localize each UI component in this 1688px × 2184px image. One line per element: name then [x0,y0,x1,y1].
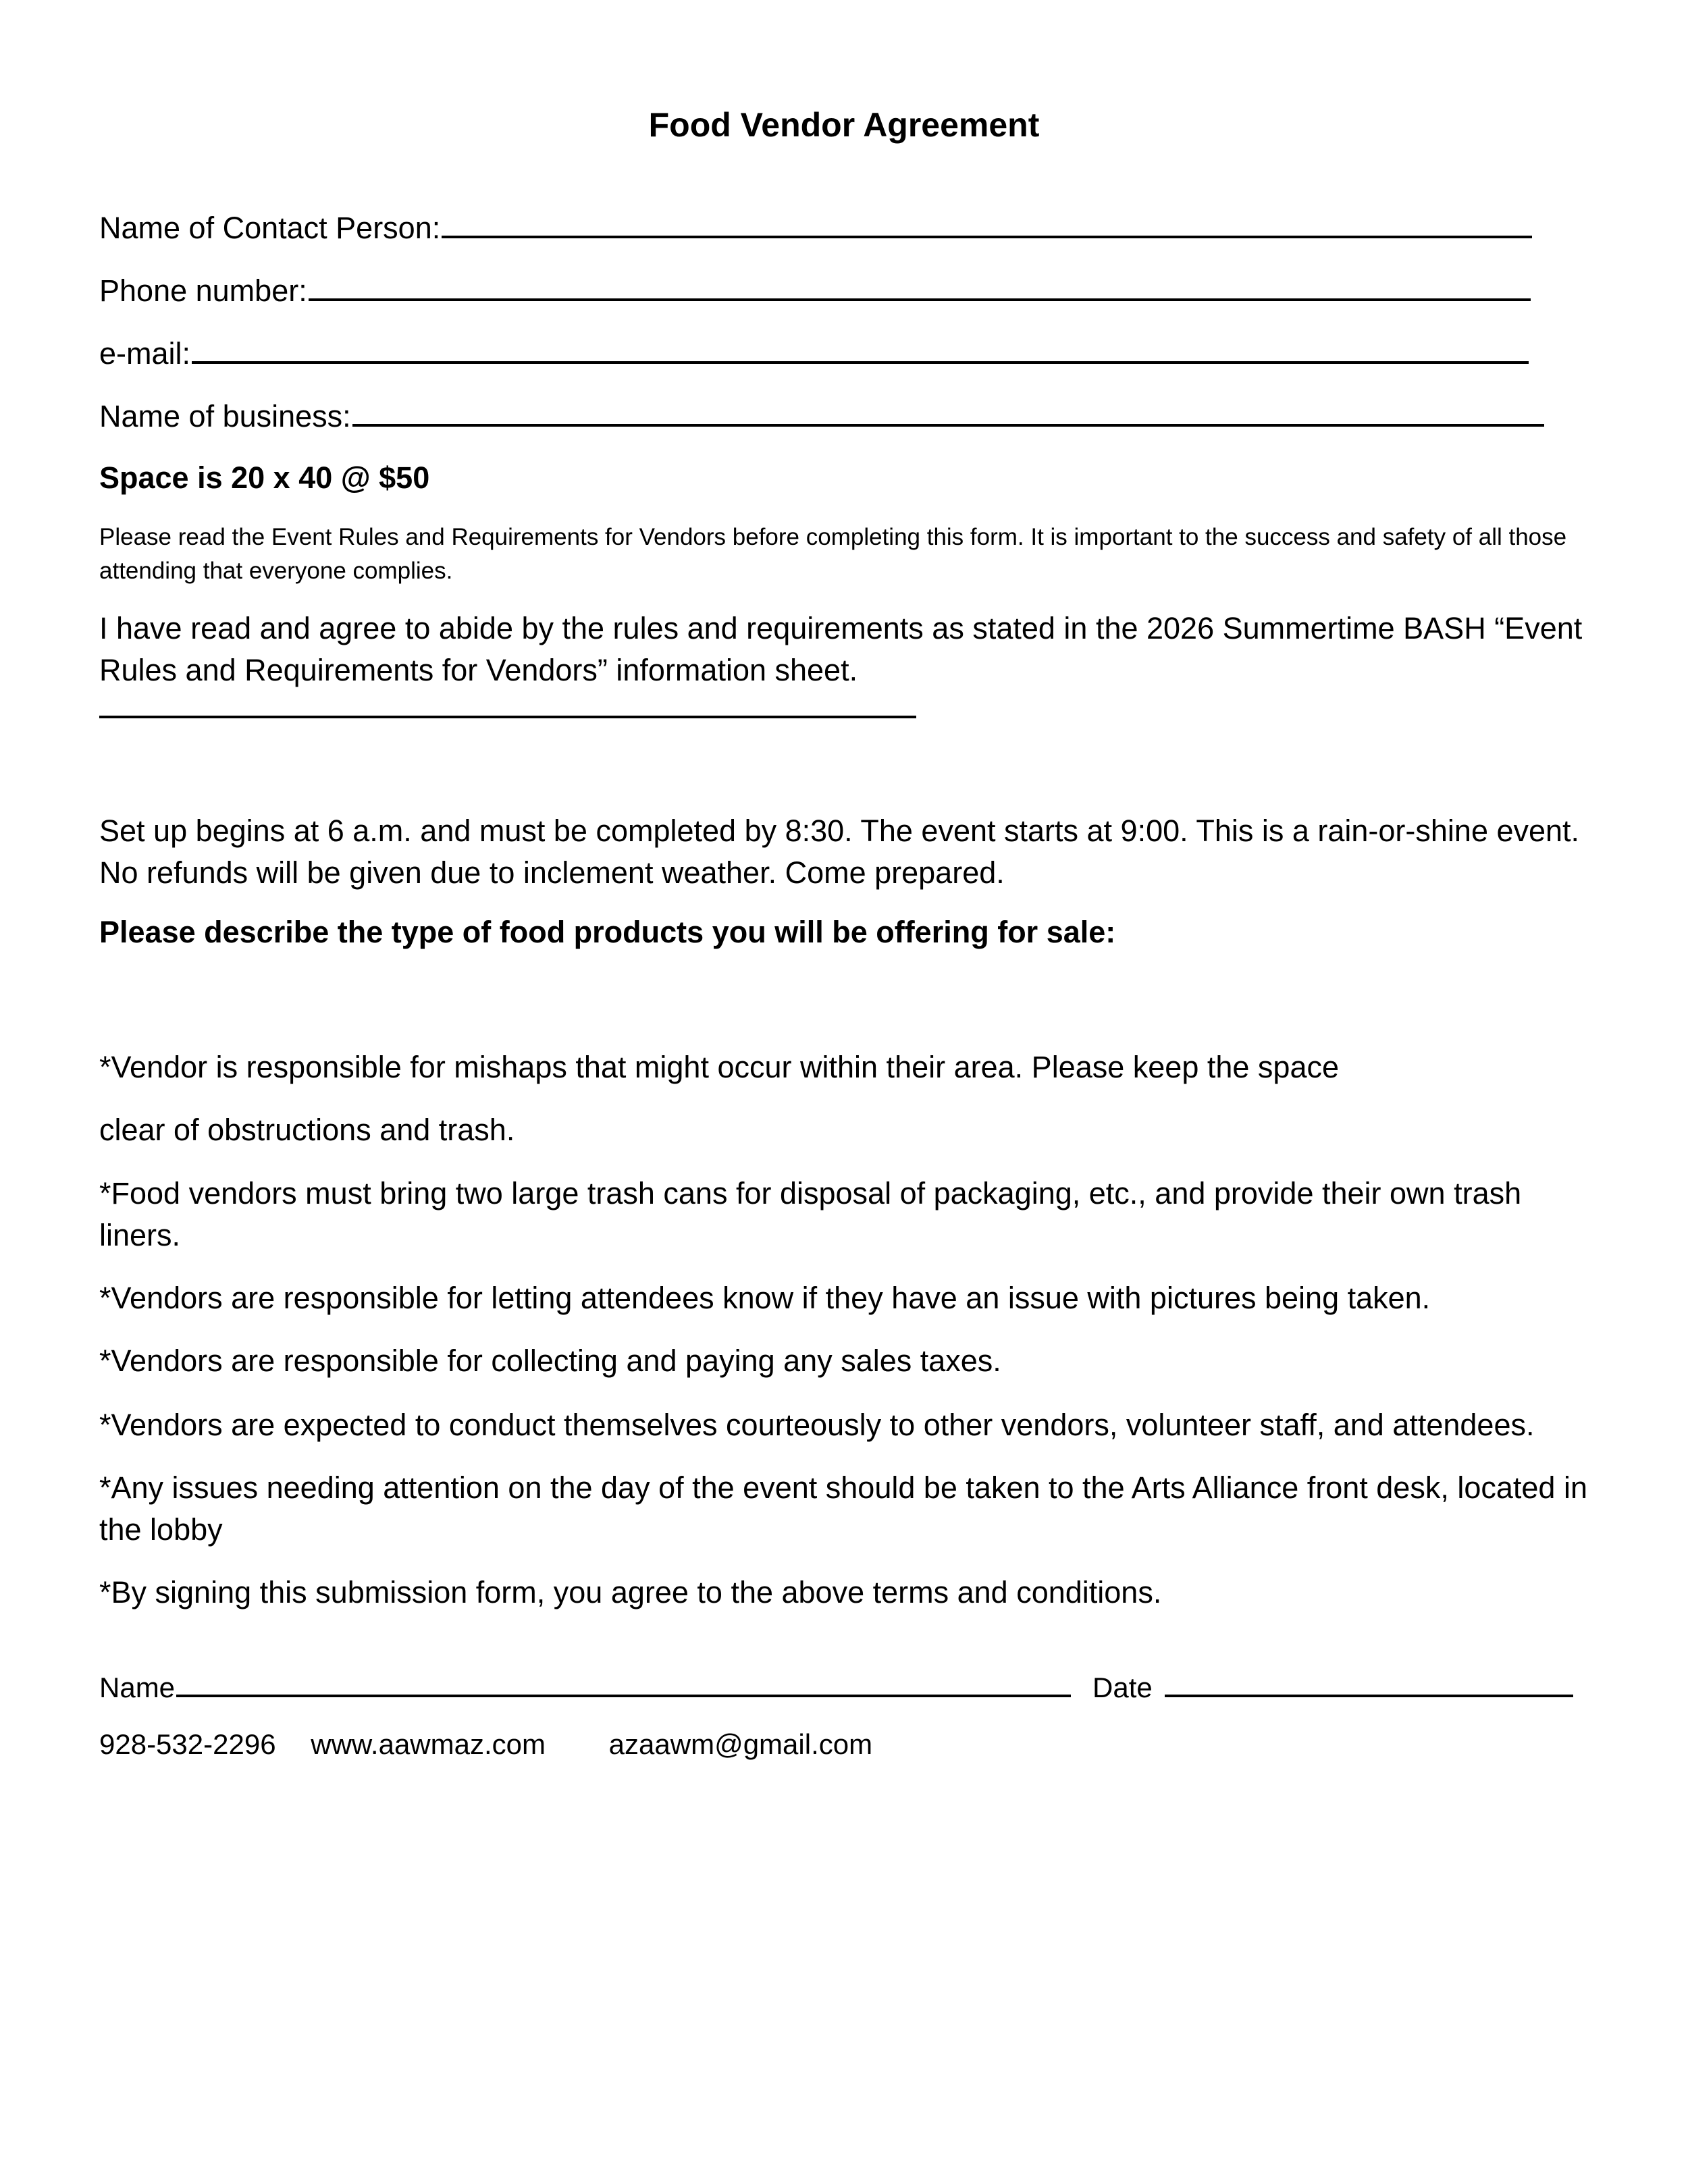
rule-item: clear of obstructions and trash. [99,1113,515,1147]
setup-text: Set up begins at 6 a.m. and must be completed by 8:30. The event starts at 9:00. This is a rain-or-shine event. No refunds will be given due to inclement weather. Come prepared. [99,814,1580,890]
contact-phone: 928-532-2296 [99,1728,276,1760]
email-field [99,330,1529,374]
signature-name-input-line[interactable] [176,1665,1071,1697]
rule-item: *By signing this submission form, you agree to the above terms and conditions. [99,1575,1162,1609]
rule-item: *Food vendors must bring two large trash cans for disposal of packaging, etc., and provide their own trash liners. [99,1176,1522,1252]
email-input-line[interactable] [192,330,1529,364]
phone-field [99,267,1531,311]
business-input-line[interactable] [352,393,1544,427]
rule-item: *Vendor is responsible for mishaps that might occur within their area. Please keep the space [99,1050,1339,1084]
contact-info [99,1724,872,1765]
contact-person-label: Name of Contact Person: [99,211,441,245]
intro-text: Please read the Event Rules and Requirements for Vendors before completing this form. It is important to the success and safety of all those attending that everyone complies. [99,524,1567,584]
contact-person-input-line[interactable] [442,205,1532,238]
rule-item: *Vendors are responsible for collecting and paying any sales taxes. [99,1343,1001,1378]
signature-name-field [99,1665,1071,1708]
agreement-signature-line[interactable] [99,716,916,718]
email-label: e-mail: [99,336,191,371]
describe-prompt: Please describe the type of food products you will be offering for sale: [99,915,1116,949]
phone-input-line[interactable] [309,267,1531,301]
contact-website[interactable]: www.aawmaz.com [311,1728,546,1760]
signature-date-label: Date [1092,1672,1153,1703]
rule-item: *Vendors are responsible for letting attendees know if they have an issue with pictures being taken. [99,1281,1431,1315]
page-title: Food Vendor Agreement [648,106,1040,144]
contact-email[interactable]: azaawm@gmail.com [608,1728,873,1760]
contact-person-field [99,205,1532,248]
rule-item: *Any issues needing attention on the day of the event should be taken to the Arts Alliance front desk, located in the lobby [99,1470,1587,1547]
agreement-text: I have read and agree to abide by the rules and requirements as stated in the 2026 Summertime BASH “Event Rules and Requirements for Vendors” information sheet. [99,611,1583,687]
phone-label: Phone number: [99,273,307,308]
signature-date-field [1092,1665,1573,1708]
signature-date-input-line[interactable] [1165,1665,1573,1697]
space-info: Space is 20 x 40 @ $50 [99,460,430,495]
business-field [99,393,1544,437]
signature-name-label: Name [99,1672,176,1703]
business-label: Name of business: [99,399,351,433]
rule-item: *Vendors are expected to conduct themselves courteously to other vendors, volunteer staff, and attendees. [99,1408,1535,1442]
